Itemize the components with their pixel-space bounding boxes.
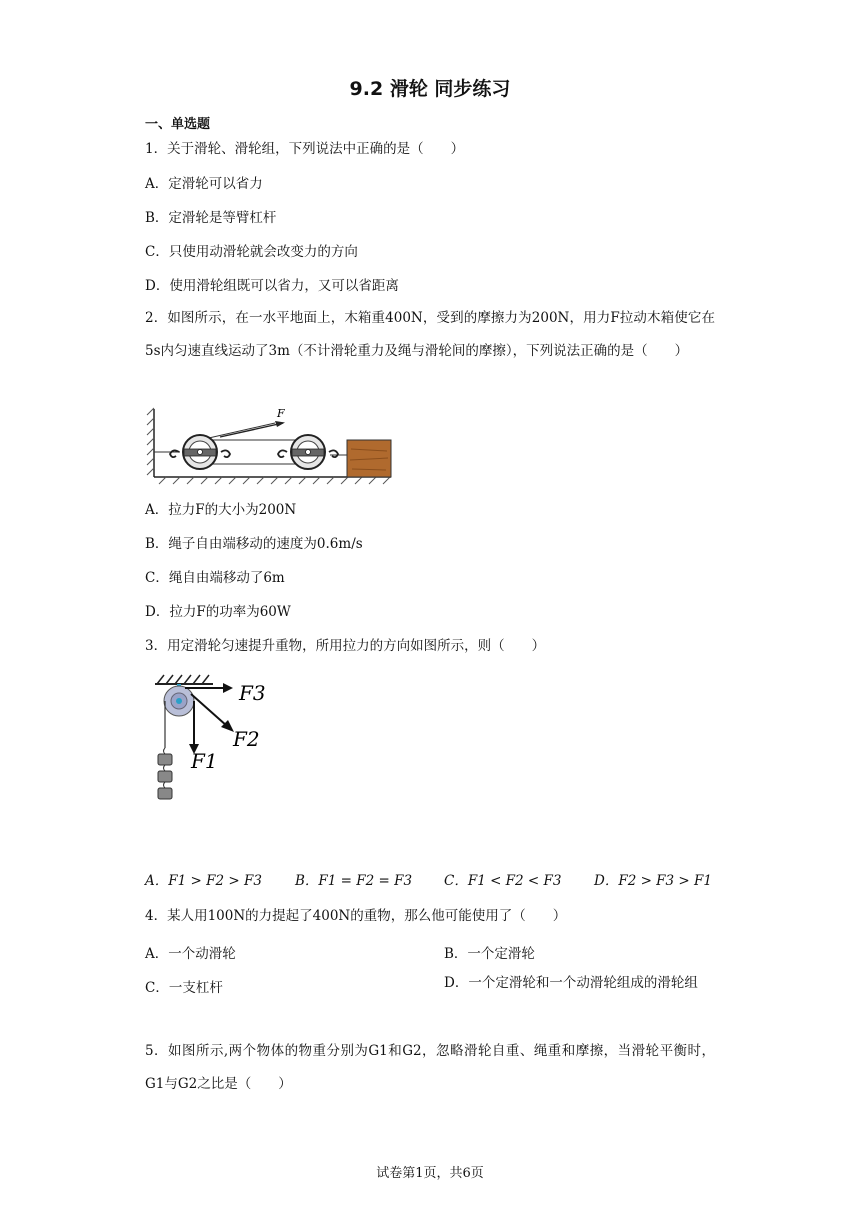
q4-option-c[interactable]: C．一支杠杆 — [145, 980, 223, 996]
page-title: 9.2 滑轮 同步练习 — [349, 78, 511, 100]
q3-option-b[interactable]: B．F1 = F2 = F3 — [295, 873, 413, 889]
q5-stem: 5．如图所示,两个物体的物重分别为G1和G2，忽略滑轮自重、绳重和摩擦，当滑轮平衡时，G1与G2之比是（ ） — [145, 1043, 715, 1092]
q2-option-d[interactable]: D．拉力F的功率为60W — [145, 604, 291, 620]
q3-option-c[interactable]: C．F1 < F2 < F3 — [444, 873, 562, 889]
q3-option-d[interactable]: D．F2 > F3 > F1 — [594, 873, 712, 889]
section-heading: 一、单选题 — [145, 117, 211, 132]
q3-f3-label: F3 — [239, 681, 266, 705]
q2-option-b[interactable]: B．绳子自由端移动的速度为0.6m/s — [145, 536, 363, 552]
q1-option-b[interactable]: B．定滑轮是等臂杠杆 — [145, 210, 277, 226]
q2-option-a[interactable]: A．拉力F的大小为200N — [145, 502, 297, 518]
q3-fixed-pulley-figure — [145, 668, 275, 818]
q1-stem: 1．关于滑轮、滑轮组，下列说法中正确的是（ ） — [145, 141, 465, 157]
q2-force-label: F — [277, 407, 285, 420]
q1-option-d[interactable]: D．使用滑轮组既可以省力，又可以省距离 — [145, 278, 399, 294]
q1-option-a[interactable]: A．定滑轮可以省力 — [145, 176, 263, 192]
page-footer: 试卷第1页，共6页 — [376, 1166, 484, 1181]
q3-f2-label: F2 — [233, 727, 260, 751]
q2-pulley-figure — [145, 405, 395, 490]
q2-stem: 2．如图所示，在一水平地面上，木箱重400N，受到的摩擦力为200N，用力F拉动木箱使它在5s内匀速直线运动了3m（不计滑轮重力及绳与滑轮间的摩擦），下列说法正确的是（ ） — [145, 310, 715, 359]
q3-f1-label: F1 — [191, 749, 218, 773]
q4-option-b[interactable]: B．一个定滑轮 — [444, 946, 535, 962]
q4-option-d[interactable]: D．一个定滑轮和一个动滑轮组成的滑轮组 — [444, 975, 698, 991]
q4-option-a[interactable]: A．一个动滑轮 — [145, 946, 236, 962]
q2-option-c[interactable]: C．绳自由端移动了6m — [145, 570, 285, 586]
q3-stem: 3．用定滑轮匀速提升重物，所用拉力的方向如图所示，则（ ） — [145, 638, 546, 654]
q3-option-a[interactable]: A．F1 > F2 > F3 — [145, 873, 262, 889]
q1-option-c[interactable]: C．只使用动滑轮就会改变力的方向 — [145, 244, 358, 260]
q4-stem: 4．某人用100N的力提起了400N的重物，那么他可能使用了（ ） — [145, 908, 567, 924]
